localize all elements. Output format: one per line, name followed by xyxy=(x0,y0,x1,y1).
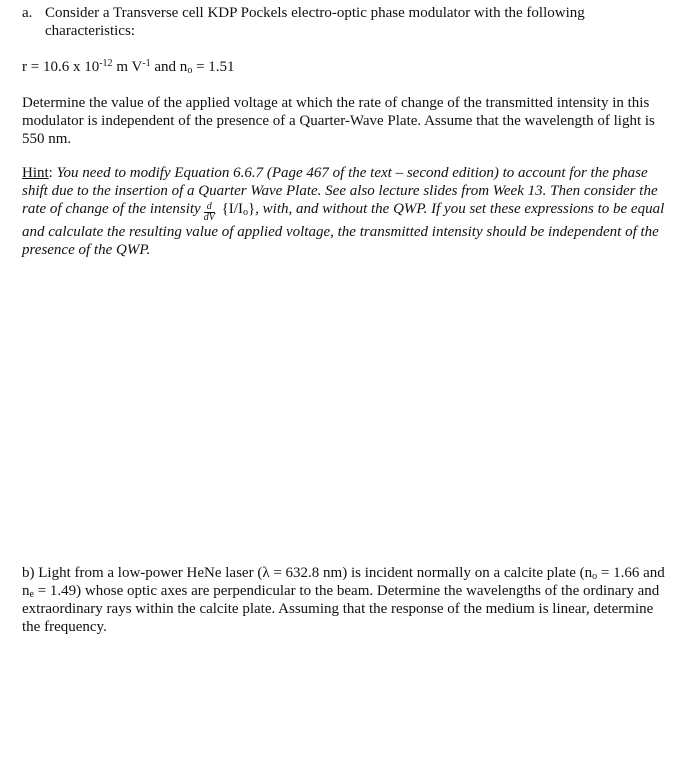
and-n-text: and n xyxy=(150,59,188,75)
question-a-task: Determine the value of the applied voltage at which the rate of change of the transmitted intensity in this modulator is independent of the presence of a Quarter-Wave Plate. Assume that the wavelength of light is 550 nm. xyxy=(22,95,655,147)
intensity-ratio xyxy=(218,201,255,217)
question-b-subscript-o: o xyxy=(592,571,598,582)
r-coefficient: r = 10.6 x 10 xyxy=(22,59,100,75)
hint-colon: : xyxy=(48,165,53,181)
hint-paragraph xyxy=(22,164,674,259)
question-a xyxy=(22,4,662,40)
intensity-ratio-open: {I/I xyxy=(217,201,243,217)
intensity-ratio-subscript: o xyxy=(242,207,248,218)
hint-text-1: You need to modify Equation 6.6.7 (Page 467 of the text – second edition) to account for the phase shift due to the insertion of a Quarter Wave Plate. See also lecture slides from Week 13. Then consider the rate of change of the intensity xyxy=(22,165,658,217)
question-b-text-2: = 1.66 and n xyxy=(22,565,665,599)
derivative-numerator: d xyxy=(204,202,215,213)
r-unit-exponent: -1 xyxy=(142,58,151,69)
intensity-ratio-close: } xyxy=(247,201,256,217)
question-b xyxy=(22,564,672,636)
derivative-fraction xyxy=(204,202,215,223)
given-parameters xyxy=(22,58,235,76)
question-b-text-3: = 1.49) whose optic axes are perpendicular to the beam. Determine the wavelengths of the ordinary and extraordinary rays within the calcite plate. Assuming that the response of the medium is linear, determine the frequency. xyxy=(22,583,660,635)
question-b-subscript-e: e xyxy=(29,589,34,600)
n-subscript: o xyxy=(187,65,193,76)
question-a-label: a. xyxy=(22,5,33,21)
n-value: = 1.51 xyxy=(192,59,235,75)
question-a-text: Consider a Transverse cell KDP Pockels electro-optic phase modulator with the following characteristics: xyxy=(45,5,585,39)
r-exponent: -12 xyxy=(99,58,113,69)
question-b-text-1: b) Light from a low-power HeNe laser (λ = 632.8 nm) is incident normally on a calcite plate (n xyxy=(22,565,593,581)
derivative-denominator: dV xyxy=(203,212,215,223)
hint-label: Hint xyxy=(22,165,49,181)
hint-text-2: , with, and without the QWP. If you set these expressions to be equal and calculate the resulting value of applied voltage, the transmitted intensity should be independent of the presence of the QWP. xyxy=(22,201,665,258)
r-unit: m V xyxy=(112,59,143,75)
